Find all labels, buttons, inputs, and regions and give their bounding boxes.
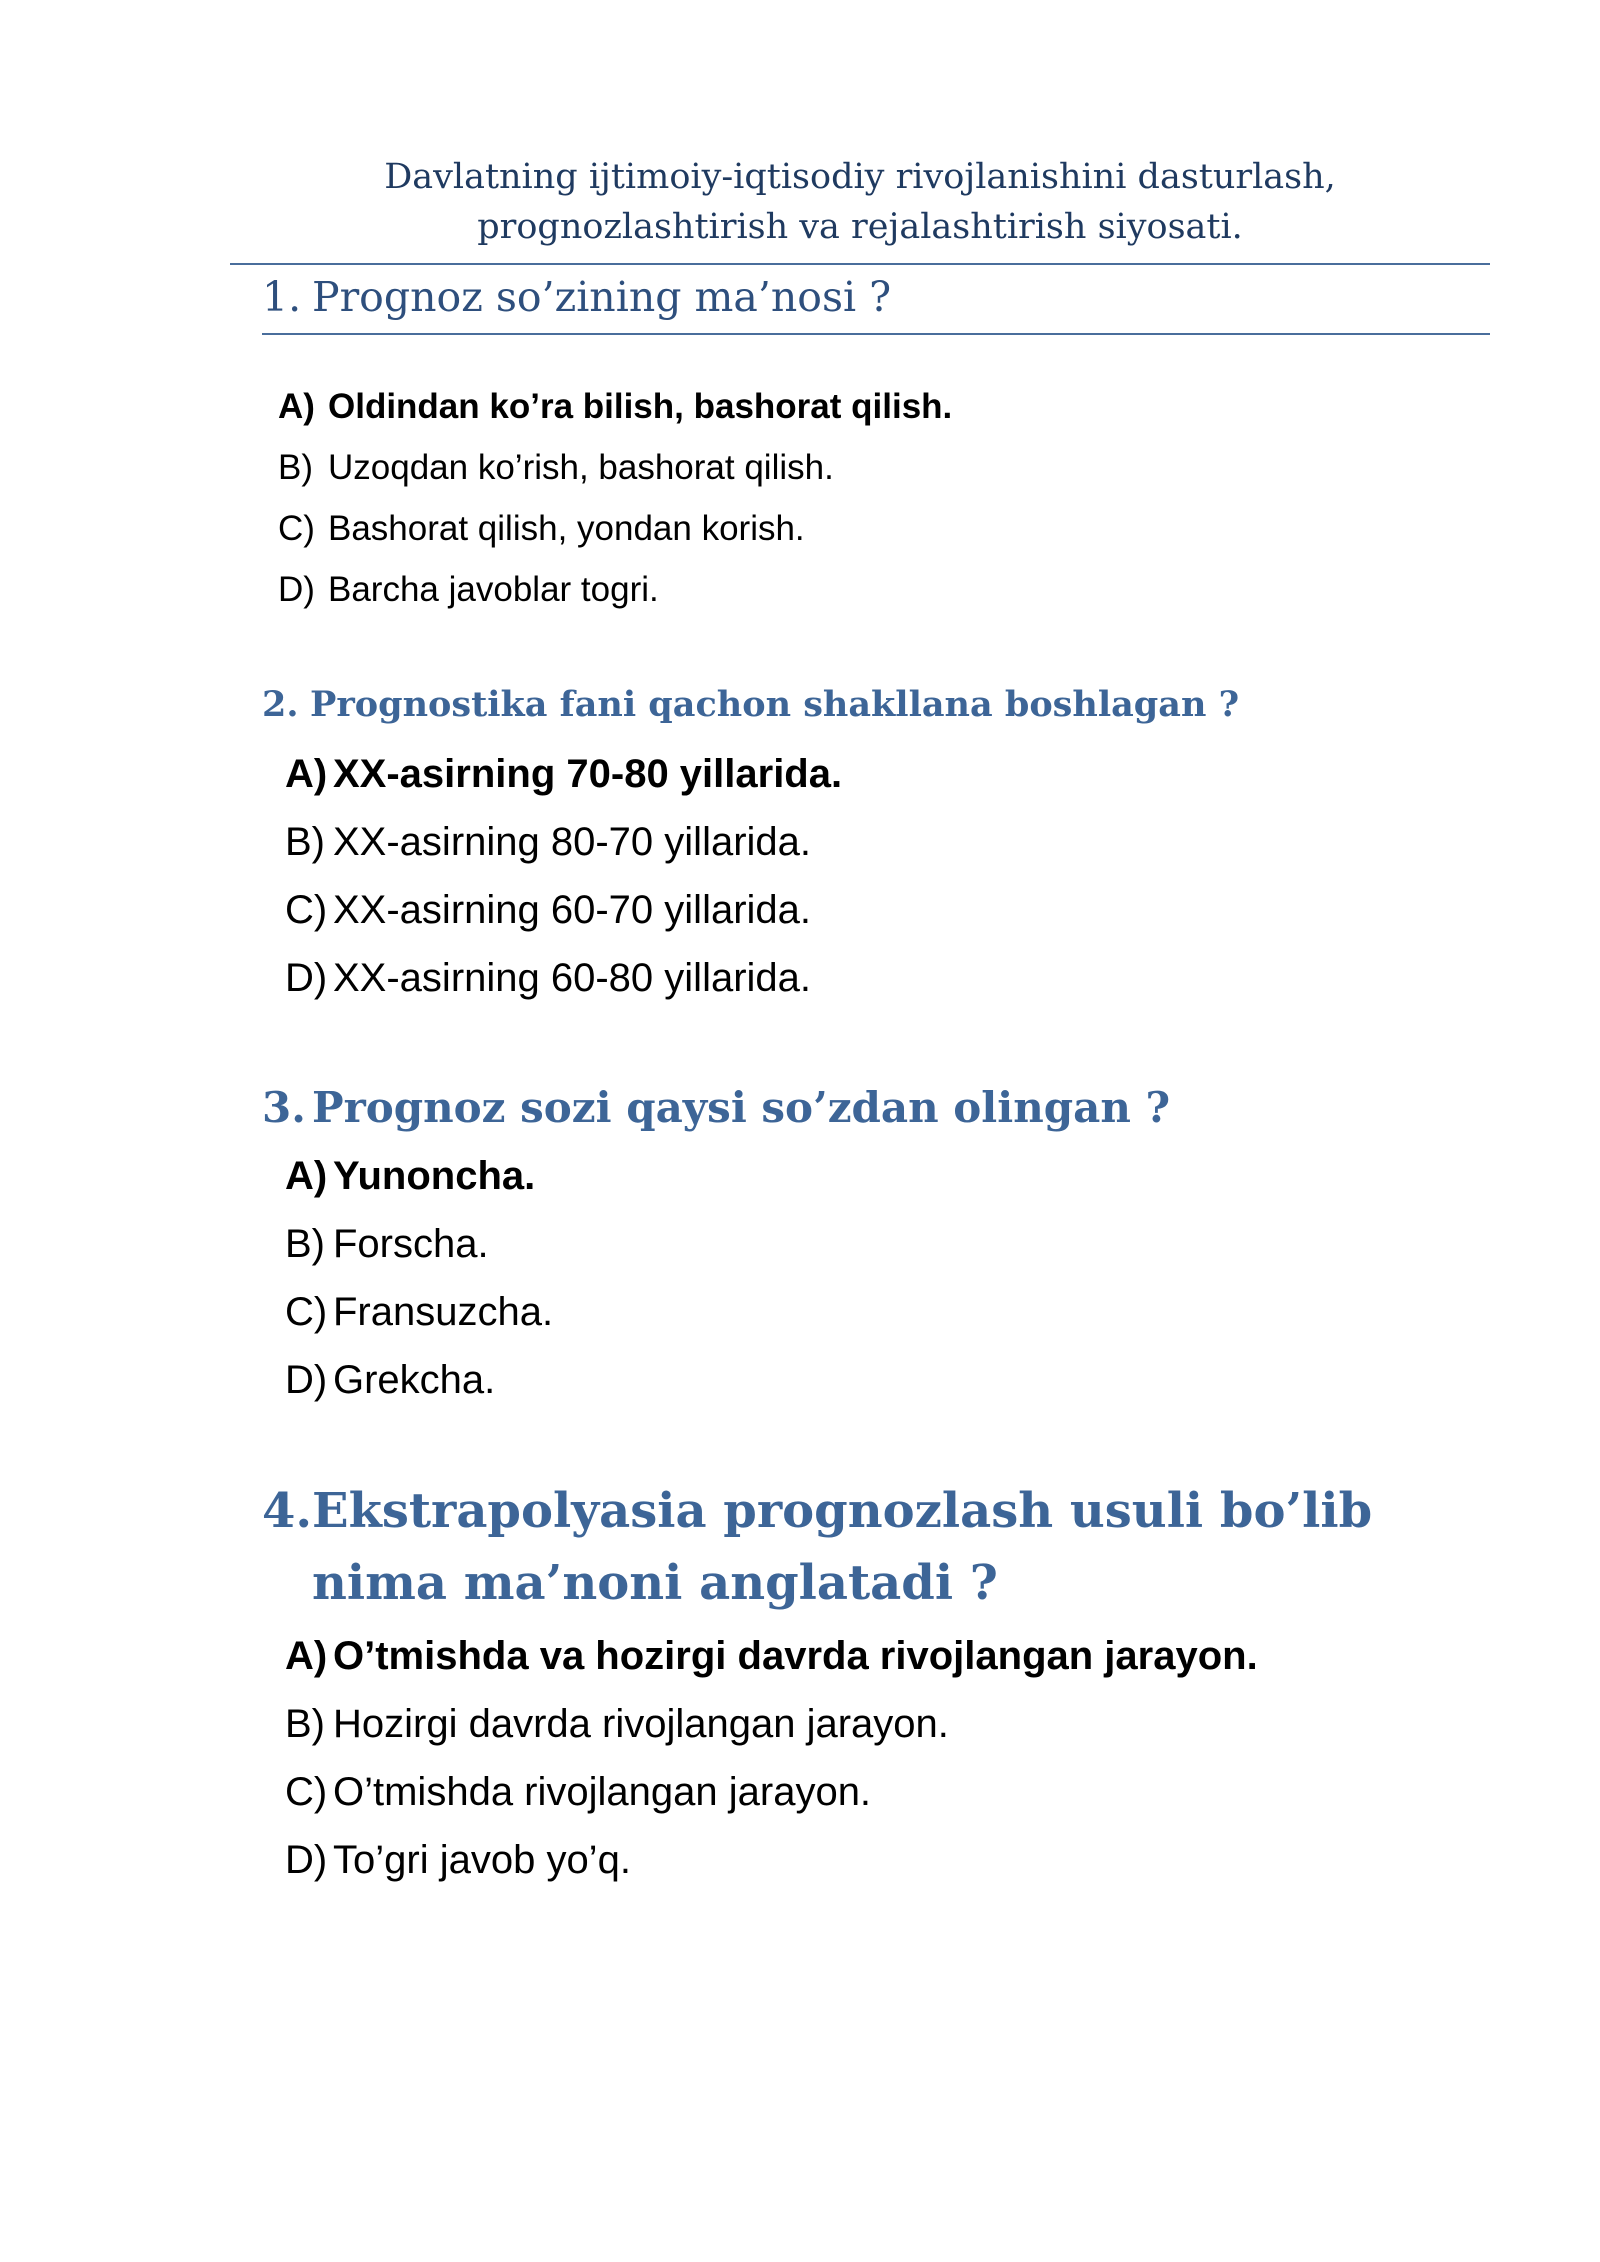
question-4-option-b [285,1690,1258,1758]
question-2-number: 2. [262,684,299,725]
option-text: Oldindan ko’ra bilish, bashorat qilish. [328,387,953,426]
option-label: B) [278,448,313,487]
option-label: B) [285,1702,325,1746]
option-text: Barcha javoblar togri. [328,570,659,609]
option-text: O’tmishda va hozirgi davrda rivojlangan jarayon. [333,1634,1258,1678]
question-4-option-a [285,1622,1258,1690]
option-text: Fransuzcha. [333,1290,554,1334]
option-label: C) [278,509,315,548]
question-4-option-d [285,1826,1258,1894]
question-1-options [278,376,952,620]
question-3-number: 3. [262,1083,306,1132]
question-4-options [285,1622,1258,1894]
option-label: A) [285,1154,328,1198]
question-3-option-c [285,1278,553,1346]
option-label: D) [278,570,315,609]
question-3-option-d [285,1346,553,1414]
option-label: C) [285,1290,328,1334]
question-1-option-c [278,498,952,559]
question-1-number: 1. [262,273,302,321]
question-3-option-b [285,1210,553,1278]
question-2-option-a [285,740,842,808]
question-2-options [285,740,842,1012]
option-text: Forscha. [333,1222,489,1266]
question-3-options [285,1142,553,1414]
option-label: C) [285,888,328,932]
option-text: XX-asirning 60-70 yillarida. [333,888,812,932]
document-title [230,152,1490,252]
question-1-text: Prognoz so’zining ma’nosi ? [312,273,892,321]
question-3-heading [262,1077,1170,1139]
question-2-option-d [285,944,842,1012]
option-label: D) [285,1838,328,1882]
option-text: O’tmishda rivojlangan jarayon. [333,1770,872,1814]
question-2-heading [262,680,1239,730]
question-1-option-d [278,559,952,620]
question-4-heading [262,1475,1492,1619]
question-3-text: Prognoz sozi qaysi so’zdan olingan ? [312,1083,1171,1132]
question-4-text: Ekstrapolyasia prognozlash usuli bo’lib nima ma’noni anglatadi ? [312,1483,1373,1611]
option-text: Uzoqdan ko’rish, bashorat qilish. [328,448,834,487]
document-title-line-1: Davlatning ijtimoiy-iqtisodiy rivojlanishini dasturlash, [384,157,1336,197]
question-2-text: Prognostika fani qachon shakllana boshlagan ? [310,684,1240,725]
option-text: To’gri javob yo’q. [333,1838,631,1882]
question-1-option-b [278,437,952,498]
question-4-option-c [285,1758,1258,1826]
option-text: XX-asirning 70-80 yillarida. [333,752,843,796]
option-label: B) [285,820,325,864]
title-divider [230,263,1490,265]
option-label: A) [285,1634,328,1678]
option-text: Bashorat qilish, yondan korish. [328,509,805,548]
question-2-option-b [285,808,842,876]
option-text: Grekcha. [333,1358,496,1402]
question-2-option-c [285,876,842,944]
option-label: A) [278,387,315,426]
option-text: Hozirgi davrda rivojlangan jarayon. [333,1702,949,1746]
document-title-line-2: prognozlashtirish va rejalashtirish siyosati. [477,207,1243,247]
question-1-heading [262,266,891,328]
question-1-option-a [278,376,952,437]
option-text: XX-asirning 60-80 yillarida. [333,956,812,1000]
option-label: A) [285,752,328,796]
option-label: B) [285,1222,325,1266]
option-label: D) [285,956,328,1000]
option-label: D) [285,1358,328,1402]
option-text: Yunoncha. [333,1154,536,1198]
question-3-option-a [285,1142,553,1210]
option-text: XX-asirning 80-70 yillarida. [333,820,812,864]
question-1-divider [262,333,1490,335]
question-4-number: 4. [262,1483,313,1539]
option-label: C) [285,1770,328,1814]
